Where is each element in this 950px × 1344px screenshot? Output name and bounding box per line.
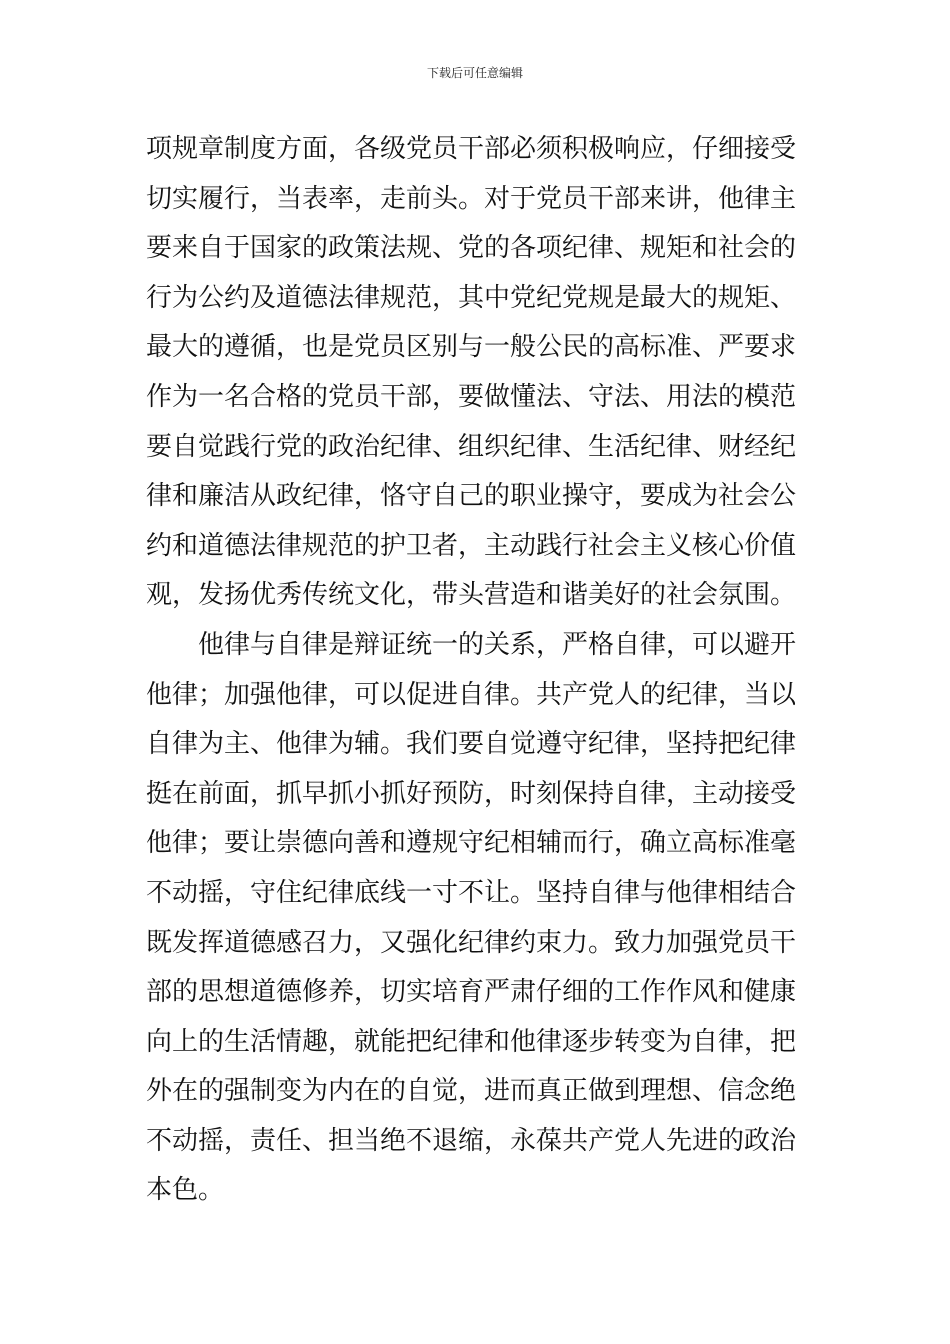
text-line: 约和道德法律规范的护卫者，主动践行社会主义核心价值 [146,530,797,561]
text-line: 律和廉洁从政纪律，恪守自己的职业操守，要成为社会公 [146,481,797,512]
text-line: 项规章制度方面，各级党员干部必须积极响应，仔细接受 [146,134,797,164]
text-line: 部的思想道德修养，切实培育严肃仔细的工作作风和健康 [146,977,797,1008]
page-header-note: 下载后可任意编辑 [426,66,523,80]
text-line: 要自觉践行党的政治纪律、组织纪律、生活纪律、财经纪 [146,431,797,462]
text-line: 既发挥道德感召力，又强化纪律约束力。致力加强党员干 [146,927,797,958]
text-line: 外在的强制变为内在的自觉，进而真正做到理想、信念绝 [146,1076,797,1107]
text-line: 挺在前面，抓早抓小抓好预防，时刻保持自律，主动接受 [146,778,797,809]
body-text [146,125,814,1216]
text-line: 作为一名合格的党员干部，要做懂法、守法、用法的模范 [146,381,797,412]
text-line: 本色。 [146,1175,225,1206]
text-line: 不动摇，责任、担当绝不退缩，永葆共产党人先进的政治 [146,1125,797,1156]
text-line: 不动摇，守住纪律底线一寸不让。坚持自律与他律相结合 [146,877,797,908]
text-line: 行为公约及道德法律规范，其中党纪党规是最大的规矩、 [146,282,797,313]
text-line: 切实履行，当表率，走前头。对于党员干部来讲，他律主 [146,183,797,214]
text-line: 要来自于国家的政策法规、党的各项纪律、规矩和社会的 [146,233,797,264]
text-line: 向上的生活情趣，就能把纪律和他律逐步转变为自律，把 [146,1026,797,1057]
text-line: 他律；要让崇德向善和遵规守纪相辅而行，确立高标准毫 [146,828,797,859]
text-line: 自律为主、他律为辅。我们要自觉遵守纪律，坚持把纪律 [146,729,797,760]
text-line: 观，发扬优秀传统文化，带头营造和谐美好的社会氛围。 [146,580,797,611]
paragraph-start-line: 他律与自律是辩证统一的关系，严格自律，可以避开 [198,629,797,660]
text-line: 他律；加强他律，可以促进自律。共产党人的纪律，当以 [146,679,797,710]
text-line: 最大的遵循，也是党员区别与一般公民的高标准、严要求 [146,332,797,363]
